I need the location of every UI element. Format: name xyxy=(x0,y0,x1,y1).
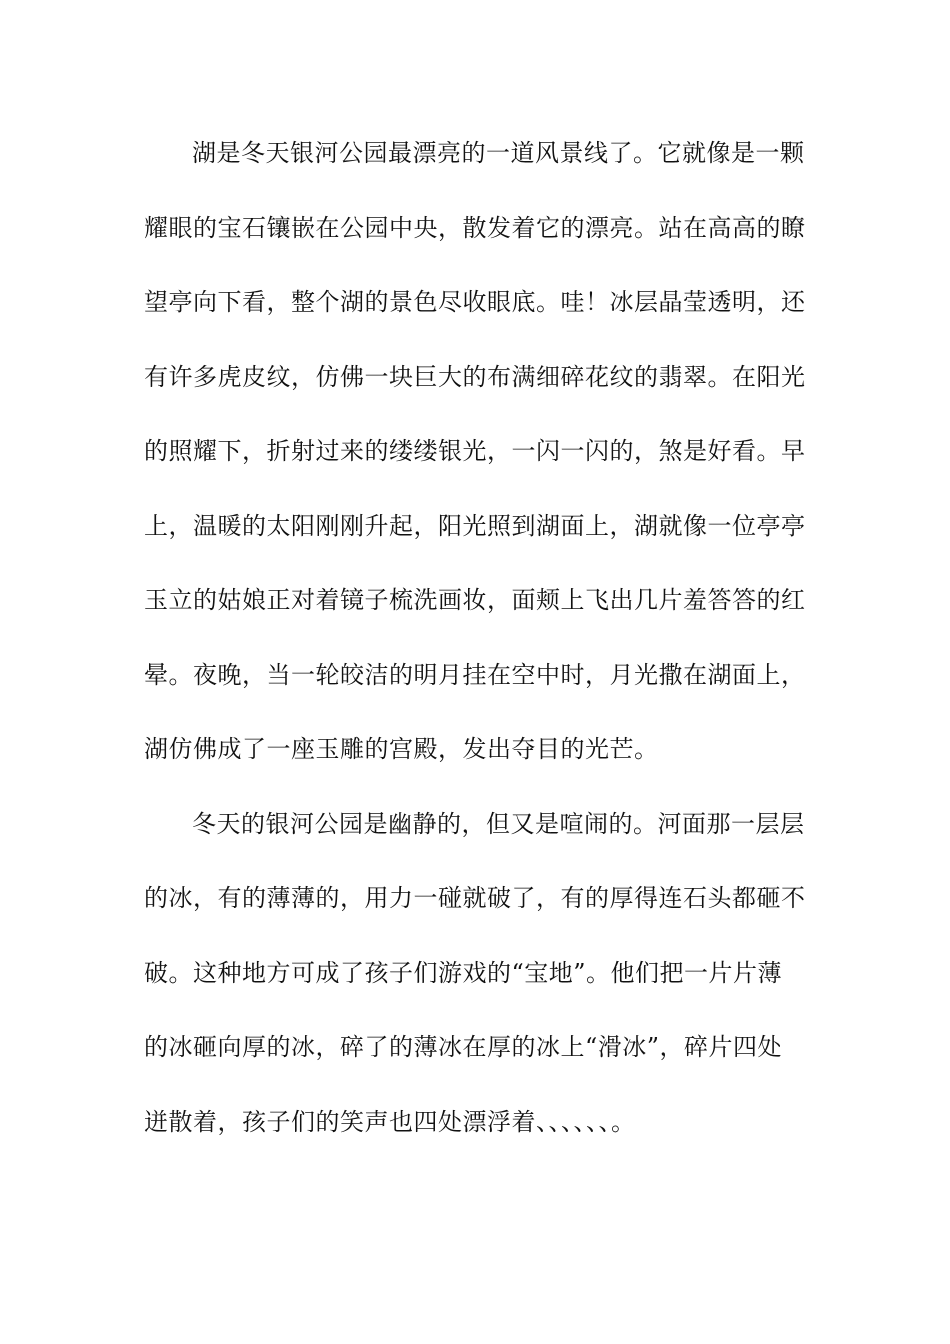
paragraph-1-line: 湖是冬天银河公园最漂亮的一道风景线了。它就像是一颗 xyxy=(192,139,805,167)
paragraph-2-line: 迸散着，孩子们的笑声也四处漂浮着、、、、、、。 xyxy=(144,1107,636,1136)
paragraph-1-line: 玉立的姑娘正对着镜子梳洗画妆，面颊上飞出几片羞答答的红 xyxy=(144,586,806,614)
paragraph-1-line: 耀眼的宝石镶嵌在公园中央，散发着它的漂亮。站在高高的瞭 xyxy=(144,213,806,242)
paragraph-1-line: 望亭向下看，整个湖的景色尽收眼底。哇！冰层晶莹透明，还 xyxy=(144,288,806,316)
paragraph-2-line: 的冰砸向厚的冰，碎了的薄冰在厚的冰上“滑冰”，碎片四处 xyxy=(144,1033,783,1061)
paragraph-1-line: 上，温暖的太阳刚刚升起，阳光照到湖面上，湖就像一位亭亭 xyxy=(144,511,806,540)
paragraph-2-line: 破。这种地方可成了孩子们游戏的“宝地”。他们把一片片薄 xyxy=(144,958,783,987)
paragraph-1-line: 晕。夜晚，当一轮皎洁的明月挂在空中时，月光撒在湖面上， xyxy=(144,660,806,689)
paragraph-2-line: 的冰，有的薄薄的，用力一碰就破了，有的厚得连石头都砸不 xyxy=(144,884,806,912)
body-text xyxy=(144,128,816,1171)
paragraph-1-line: 湖仿佛成了一座玉雕的宫殿，发出夺目的光芒。 xyxy=(144,735,659,763)
paragraph-1-line: 的照耀下，折射过来的缕缕银光，一闪一闪的，煞是好看。早 xyxy=(144,437,806,465)
paragraph-2-line: 冬天的银河公园是幽静的，但又是喧闹的。河面那一层层 xyxy=(192,809,805,838)
paragraph-1-line: 有许多虎皮纹，仿佛一块巨大的布满细碎花纹的翡翠。在阳光 xyxy=(144,362,806,391)
